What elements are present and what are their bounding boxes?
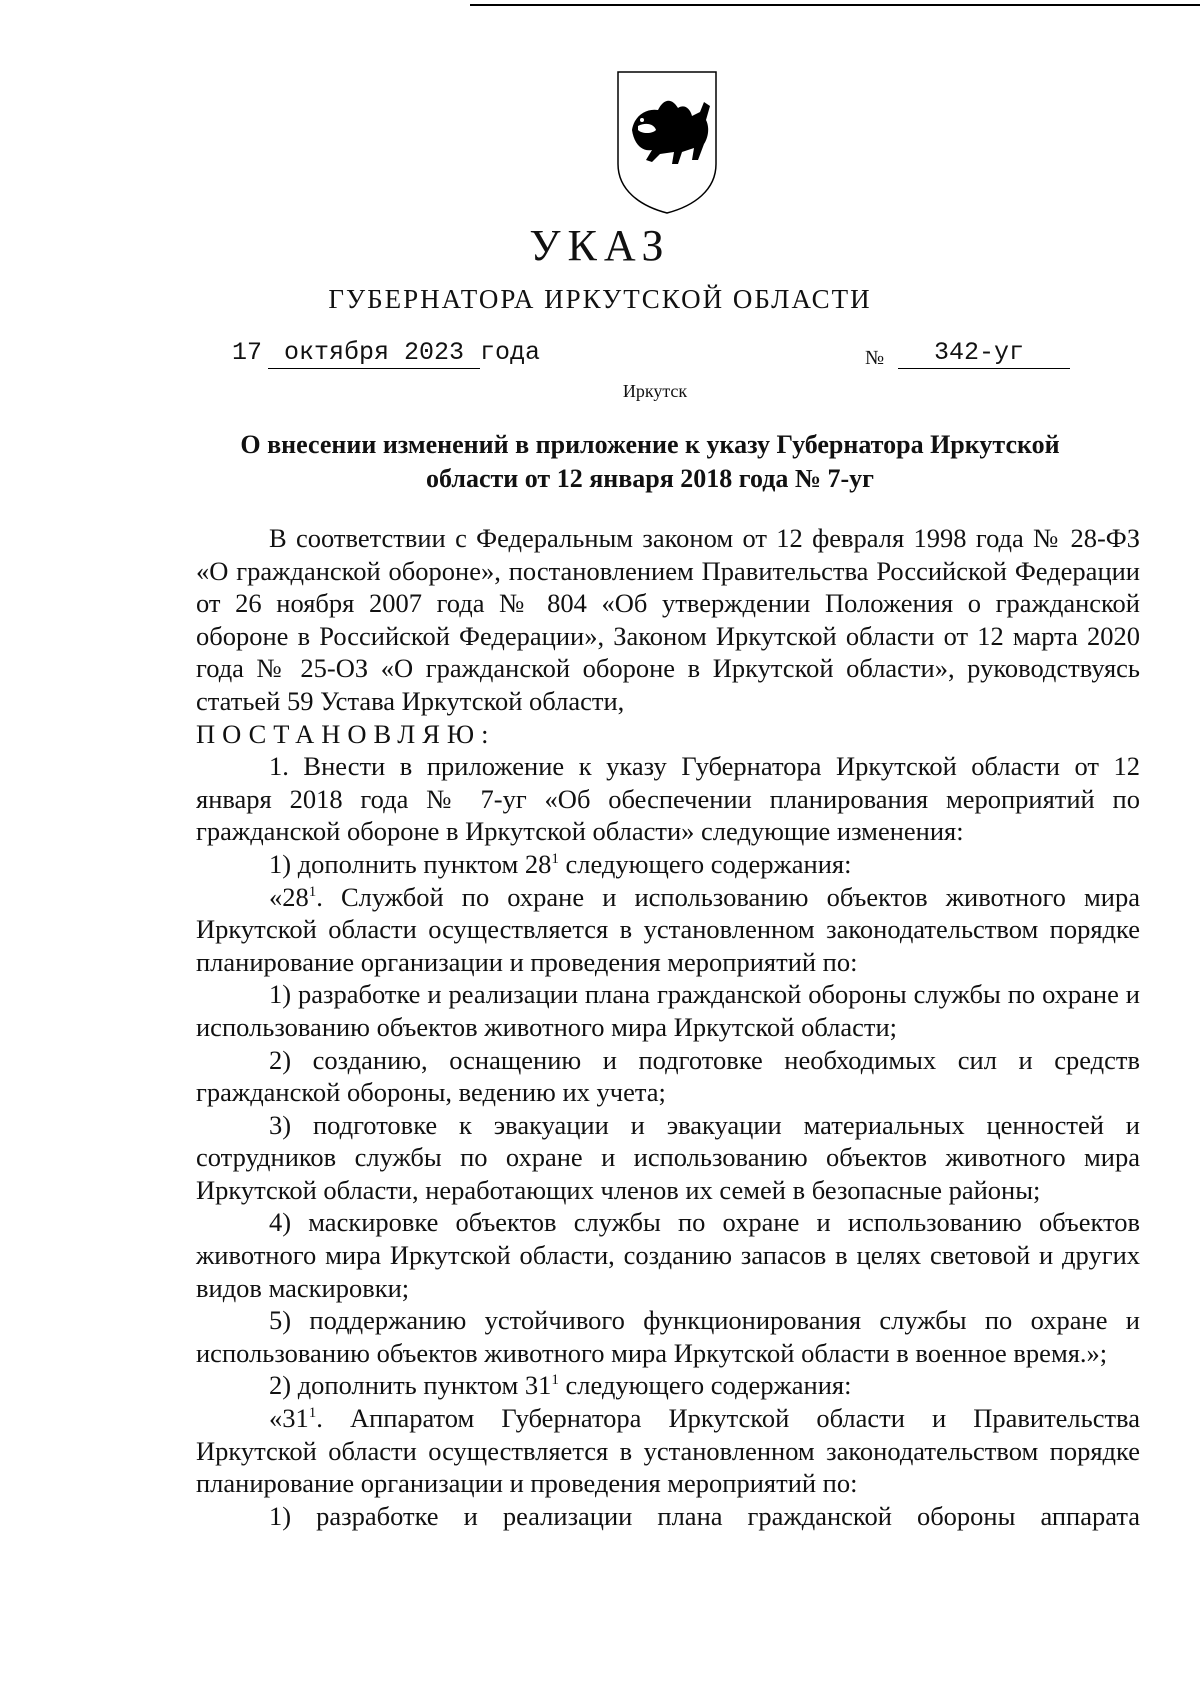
list-item: 4) маскировке объектов службы по охране и использованию объектов животного мира Иркутской области, созданию запасов в целях световой и других видов маскировки;	[196, 1207, 1140, 1303]
superscript: 1	[551, 1372, 559, 1389]
document-number: 342-уг	[898, 338, 1070, 369]
list-item: 3) подготовке к эвакуации и эвакуации материальных ценностей и сотрудников службы по охране и использованию объектов животного мира Иркутской области, неработающих членов их семей в безопасные районы;	[196, 1109, 1140, 1205]
paragraph-1: 1. Внести в приложение к указу Губернатора Иркутской области от 12 января 2018 года № 7-уг «Об обеспечении планирования мероприятий по гражданской обороне в Иркутской области» следующие изменения:	[196, 751, 1140, 847]
point-28-1-number: «28	[269, 881, 309, 912]
document-title-line-2: области от 12 января 2018 года № 7-уг	[426, 464, 874, 493]
issuing-authority: ГУБЕРНАТОРА ИРКУТСКОЙ ОБЛАСТИ	[328, 284, 872, 314]
point-31-1-number: «31	[269, 1403, 309, 1434]
document-title	[190, 428, 1110, 496]
preamble-paragraph: В соответствии с Федеральным законом от 12 февраля 1998 года № 28-ФЗ «О гражданской обороне», постановлением Правительства Российской Федерации от 26 ноября 2007 года № 804 «Об утверждении Положения о гражданской обороне в Российской Федерации», Законом Иркутской области от 12 марта 2020 года № 25-ОЗ «О гражданской обороне в Иркутской области», руководствуясь статьей 59 Устава Иркутской области,	[196, 523, 1140, 716]
document-type-title: УКАЗ	[529, 221, 671, 270]
point-28-1	[196, 881, 1140, 979]
date-month-year: октября 2023	[268, 338, 480, 369]
city: Иркутск	[622, 381, 688, 401]
date-day: 17	[232, 338, 263, 367]
amendment-2-intro-rest: следующего содержания:	[558, 1370, 852, 1401]
decree-word: ПОСТАНОВЛЯЮ:	[196, 718, 496, 749]
amendment-2-intro	[196, 1369, 1140, 1402]
amendment-1-intro-text: 1) дополнить пунктом 28	[269, 848, 552, 879]
point-31-1	[196, 1402, 1140, 1500]
amendment-1-intro-rest: следующего содержания:	[558, 848, 852, 879]
document-title-line-1: О внесении изменений в приложение к указу Губернатора Иркутской	[240, 430, 1060, 459]
top-edge-line	[470, 4, 1200, 6]
list-item: 1) разработке и реализации плана гражданской обороны аппарата	[269, 1500, 1140, 1531]
number-sign: №	[865, 347, 885, 369]
amendment-2-intro-text: 2) дополнить пунктом 31	[269, 1370, 552, 1401]
list-item: 2) созданию, оснащению и подготовке необходимых сил и средств гражданской обороны, ведению их учета;	[196, 1044, 1140, 1108]
point-31-1-text: . Аппаратом Губернатора Иркутской области и Правительства Иркутской области осуществляется в установленном законодательством порядке планирование организации и проведения мероприятий по:	[196, 1403, 1140, 1499]
amendment-1-intro	[196, 848, 1140, 881]
document-body	[196, 522, 1140, 1532]
superscript: 1	[551, 851, 559, 868]
list-item: 5) поддержанию устойчивого функционирования службы по охране и использованию объектов животного мира Иркутской области в военное время.»;	[196, 1305, 1140, 1368]
superscript: 1	[308, 883, 317, 900]
superscript: 1	[308, 1405, 317, 1422]
date-suffix: года	[480, 338, 541, 367]
list-item: 1) разработке и реализации плана гражданской обороны службы по охране и использованию объектов животного мира Иркутской области;	[196, 979, 1140, 1042]
irkutsk-coat-of-arms-icon	[612, 68, 722, 216]
point-28-1-text: . Службой по охране и использованию объектов животного мира Иркутской области осуществляется в установленном законодательством порядке планирование организации и проведения мероприятий по:	[196, 881, 1140, 977]
